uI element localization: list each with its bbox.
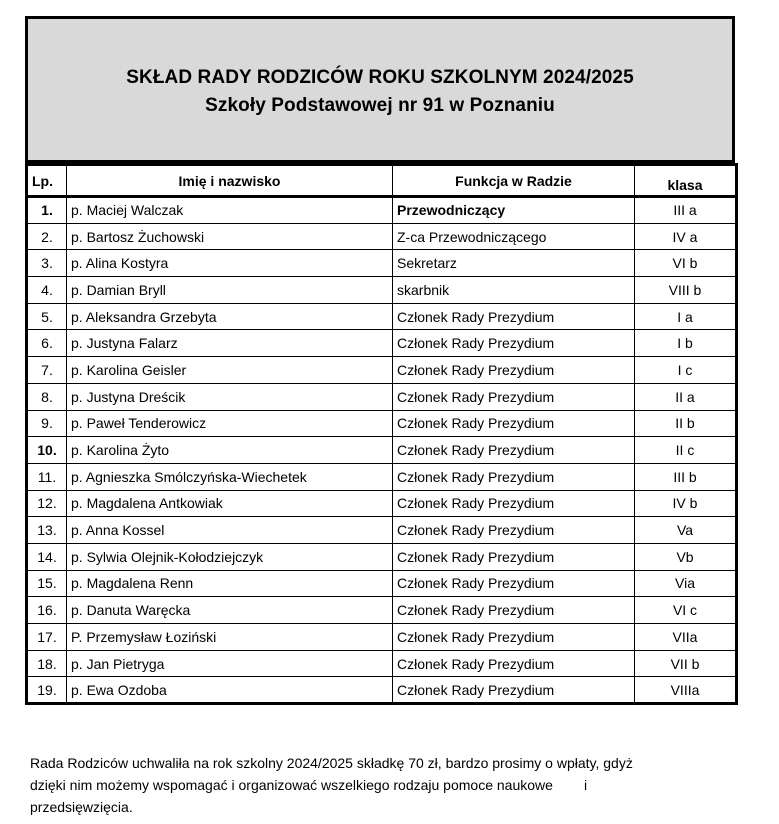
note-line-2: dzięki nim możemy wspomagać i organizować wszelkiego rodzaju pomoce naukowe i [30,777,588,793]
council-table [25,163,738,705]
row-lp: 12. [27,490,67,517]
table-row [27,383,737,410]
row-class: VIIIa [635,677,737,704]
row-function: skarbnik [393,277,635,304]
table-row [27,410,737,437]
row-lp: 11. [27,463,67,490]
row-lp: 17. [27,624,67,651]
row-class: VI b [635,250,737,277]
row-class: I b [635,330,737,357]
title-line-2: Szkoły Podstawowej nr 91 w Poznaniu [205,94,555,116]
row-name: P. Przemysław Łoziński [67,624,393,651]
row-class: II c [635,437,737,464]
row-name: p. Ewa Ozdoba [67,677,393,704]
row-class: II a [635,383,737,410]
row-function: Członek Rady Prezydium [393,490,635,517]
table-row [27,330,737,357]
row-name: p. Agnieszka Smólczyńska-Wiechetek [67,463,393,490]
row-class: IV a [635,223,737,250]
row-function: Członek Rady Prezydium [393,410,635,437]
row-name: p. Justyna Dreścik [67,383,393,410]
row-function: Członek Rady Prezydium [393,303,635,330]
document-sheet [25,16,735,705]
table-row [27,223,737,250]
row-class: VIIa [635,624,737,651]
row-class: II b [635,410,737,437]
row-lp: 7. [27,357,67,384]
row-class: Va [635,517,737,544]
row-name: p. Sylwia Olejnik-Kołodziejczyk [67,543,393,570]
row-function: Członek Rady Prezydium [393,597,635,624]
column-header-name: Imię i nazwisko [67,165,393,197]
row-name: p. Anna Kossel [67,517,393,544]
row-function: Członek Rady Prezydium [393,624,635,651]
table-row [27,624,737,651]
table-header-row [27,165,737,197]
table-row [27,277,737,304]
row-function: Członek Rady Prezydium [393,437,635,464]
contribution-note [30,752,730,818]
row-class: Vb [635,543,737,570]
row-lp: 6. [27,330,67,357]
row-name: p. Karolina Żyto [67,437,393,464]
title-line-1: SKŁAD RADY RODZICÓW ROKU SZKOLNYM 2024/2025 [126,66,634,88]
table-row [27,570,737,597]
column-header-lp: Lp. [27,165,67,197]
row-lp: 18. [27,650,67,677]
row-class: VI c [635,597,737,624]
row-function: Z-ca Przewodniczącego [393,223,635,250]
note-line-1: Rada Rodziców uchwaliła na rok szkolny 2024/2025 składkę 70 zł, bardzo prosimy o wpłaty, gdyż [30,755,633,771]
row-name: p. Alina Kostyra [67,250,393,277]
row-class: VIII b [635,277,737,304]
row-function: Członek Rady Prezydium [393,650,635,677]
row-class: VII b [635,650,737,677]
row-name: p. Damian Bryll [67,277,393,304]
table-row [27,677,737,704]
row-function: Członek Rady Prezydium [393,517,635,544]
column-header-function: Funkcja w Radzie [393,165,635,197]
row-function: Członek Rady Prezydium [393,570,635,597]
row-lp: 3. [27,250,67,277]
table-row [27,597,737,624]
table-row [27,357,737,384]
row-name: p. Magdalena Antkowiak [67,490,393,517]
row-name: p. Jan Pietryga [67,650,393,677]
row-name: p. Paweł Tenderowicz [67,410,393,437]
row-function: Członek Rady Prezydium [393,543,635,570]
row-lp: 9. [27,410,67,437]
row-function: Członek Rady Prezydium [393,677,635,704]
row-lp: 5. [27,303,67,330]
row-name: p. Justyna Falarz [67,330,393,357]
row-lp: 19. [27,677,67,704]
row-function: Członek Rady Prezydium [393,383,635,410]
row-function: Członek Rady Prezydium [393,357,635,384]
row-function: Członek Rady Prezydium [393,330,635,357]
row-lp: 4. [27,277,67,304]
row-lp: 8. [27,383,67,410]
row-class: I c [635,357,737,384]
row-name: p. Karolina Geisler [67,357,393,384]
note-line-3: przedsięwzięcia. [30,799,133,815]
row-name: p. Maciej Walczak [67,197,393,224]
table-row [27,303,737,330]
row-lp: 10. [27,437,67,464]
row-class: III b [635,463,737,490]
row-name: p. Danuta Waręcka [67,597,393,624]
title-box [25,16,735,163]
row-lp: 14. [27,543,67,570]
row-function: Członek Rady Prezydium [393,463,635,490]
table-row [27,250,737,277]
row-class: Via [635,570,737,597]
row-function: Sekretarz [393,250,635,277]
table-row [27,543,737,570]
row-name: p. Magdalena Renn [67,570,393,597]
row-lp: 15. [27,570,67,597]
table-row [27,517,737,544]
row-lp: 2. [27,223,67,250]
row-class: I a [635,303,737,330]
row-lp: 1. [27,197,67,224]
row-function: Przewodniczący [393,197,635,224]
table-row [27,490,737,517]
table-row [27,463,737,490]
row-class: IV b [635,490,737,517]
table-row [27,437,737,464]
row-lp: 16. [27,597,67,624]
row-lp: 13. [27,517,67,544]
row-name: p. Bartosz Żuchowski [67,223,393,250]
table-row [27,650,737,677]
row-name: p. Aleksandra Grzebyta [67,303,393,330]
row-class: III a [635,197,737,224]
column-header-class: klasa [635,165,737,197]
table-row [27,197,737,224]
